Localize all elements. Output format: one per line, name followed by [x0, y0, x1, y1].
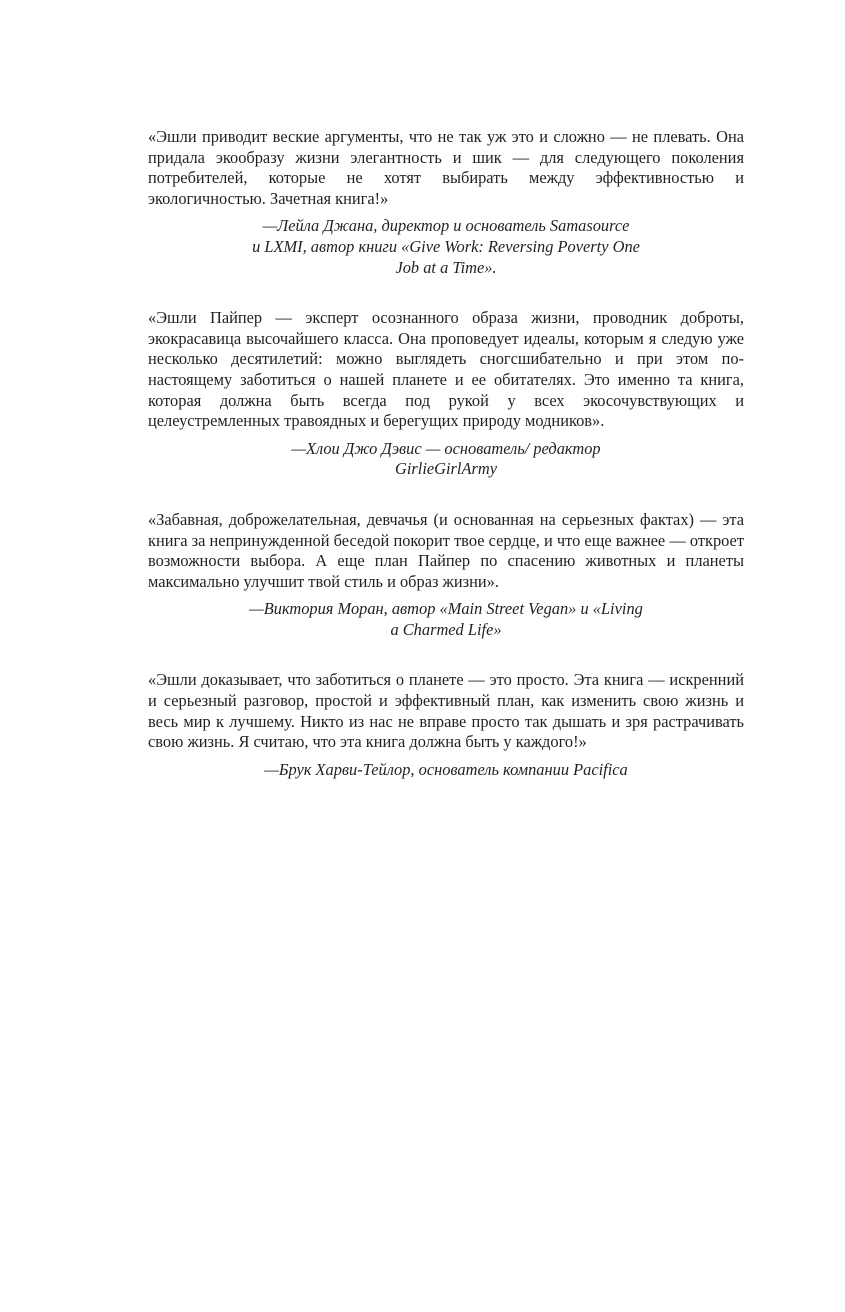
attribution-line: —Хлои Джо Дэвис — основатель/ редактор	[291, 438, 601, 458]
attribution-line: —Брук Харви-Тейлор, основатель компании Pacifica	[264, 759, 628, 779]
attribution-line: a Charmed Life»	[390, 619, 502, 639]
blurb-quote: «Эшли Пайпер — эксперт осознанного образа жизни, проводник доброты, экокрасавица высочайшего класса. Она проповедует идеалы, которым я следую уже несколько десятилетий: можно выглядеть сногсшибательно и при этом по-настоящему заботиться о нашей планете и ее обитателях. Это именно та книга, которая должна быть всегда под рукой у всех экосочувствующих и целеустремленных травоядных и берегущих природу модников».	[148, 308, 744, 431]
blurb-attribution	[148, 216, 744, 278]
blurb	[148, 127, 744, 278]
attribution-line: и LXMI, автор книги «Give Work: Reversing Poverty One	[252, 236, 640, 256]
blurb-attribution	[148, 599, 744, 640]
attribution-line: GirlieGirlArmy	[395, 459, 497, 479]
blurb-quote: «Эшли приводит веские аргументы, что не так уж это и сложно — не плевать. Она придала экообразу жизни элегантность и шик — для следующего поколения потребителей, которые не хотят выбирать между эффективностью и экологичностью. Зачетная книга!»	[148, 127, 744, 208]
blurbs-column	[148, 127, 744, 810]
blurb-attribution	[148, 760, 744, 781]
blurb	[148, 670, 744, 780]
attribution-line: Job at a Time».	[395, 257, 497, 277]
blurb	[148, 510, 744, 641]
blurb-quote: «Забавная, доброжелательная, девчачья (и основанная на серьезных фактах) — эта книга за непринужденной беседой покорит твое сердце, и что еще важнее — откроет возможности выбора. А еще план Пайпер по спасению животных и планеты максимально улучшит твой стиль и образ жизни».	[148, 509, 744, 591]
attribution-line: —Виктория Моран, автор «Main Street Vegan» и «Living	[249, 599, 643, 619]
blurb-attribution	[148, 439, 744, 480]
attribution-line: —Лейла Джана, директор и основатель Samasource	[262, 216, 630, 236]
blurb	[148, 308, 744, 480]
blurb-quote: «Эшли доказывает, что заботиться о планете — это просто. Эта книга — искренний и серьезный разговор, простой и эффективный план, как изменить свою жизнь и весь мир к лучшему. Никто из нас не вправе просто так дышать и зря растрачивать свою жизнь. Я считаю, что эта книга должна быть у каждого!»	[148, 670, 744, 752]
